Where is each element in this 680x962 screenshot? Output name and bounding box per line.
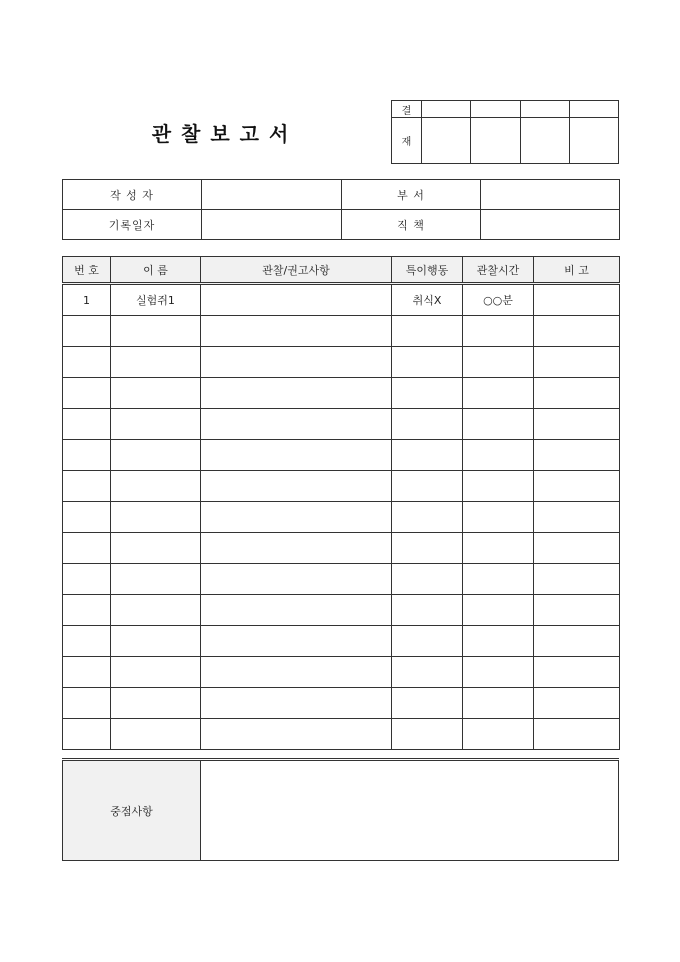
approval-label-top: 결 — [392, 101, 422, 118]
row-observation-cell[interactable] — [201, 626, 392, 657]
note-label: 중점사항 — [63, 760, 201, 861]
row-remarks-cell[interactable] — [534, 440, 620, 471]
row-observation-cell[interactable] — [201, 719, 392, 750]
table-row — [63, 440, 620, 471]
table-row — [63, 502, 620, 533]
row-remarks-cell[interactable] — [534, 564, 620, 595]
row-behavior-cell[interactable] — [392, 657, 463, 688]
row-time-cell[interactable] — [463, 378, 534, 409]
header-name: 이 름 — [111, 257, 201, 284]
note-field[interactable] — [201, 760, 619, 861]
row-behavior-cell[interactable]: 취식X — [392, 284, 463, 316]
observation-table — [62, 256, 620, 750]
table-row — [63, 688, 620, 719]
row-number-cell[interactable] — [63, 657, 111, 688]
table-row — [63, 657, 620, 688]
row-name-cell[interactable] — [111, 316, 201, 347]
row-behavior-cell[interactable] — [392, 378, 463, 409]
row-remarks-cell[interactable] — [534, 688, 620, 719]
row-name-cell[interactable] — [111, 471, 201, 502]
row-number-cell[interactable] — [63, 347, 111, 378]
row-time-cell[interactable] — [463, 471, 534, 502]
row-behavior-cell[interactable] — [392, 471, 463, 502]
row-name-cell[interactable] — [111, 440, 201, 471]
row-name-cell[interactable] — [111, 564, 201, 595]
row-remarks-cell[interactable] — [534, 595, 620, 626]
row-observation-cell[interactable] — [201, 409, 392, 440]
row-time-cell[interactable] — [463, 595, 534, 626]
approval-title-cell[interactable] — [471, 101, 520, 118]
approval-title-cell[interactable] — [569, 101, 618, 118]
row-number-cell[interactable] — [63, 719, 111, 750]
row-time-cell[interactable] — [463, 564, 534, 595]
row-behavior-cell[interactable] — [392, 502, 463, 533]
table-header-row — [63, 257, 620, 284]
row-number-cell[interactable] — [63, 688, 111, 719]
row-name-cell[interactable] — [111, 719, 201, 750]
table-row — [63, 471, 620, 502]
row-remarks-cell[interactable] — [534, 719, 620, 750]
row-remarks-cell[interactable] — [534, 409, 620, 440]
row-observation-cell[interactable] — [201, 316, 392, 347]
row-name-cell[interactable] — [111, 688, 201, 719]
row-time-cell[interactable] — [463, 502, 534, 533]
row-time-cell[interactable] — [463, 626, 534, 657]
date-label: 기록일자 — [63, 210, 202, 240]
row-time-cell[interactable] — [463, 719, 534, 750]
row-name-cell[interactable] — [111, 626, 201, 657]
row-behavior-cell[interactable] — [392, 626, 463, 657]
document-title: 관찰보고서 — [151, 122, 299, 146]
row-observation-cell[interactable] — [201, 284, 392, 316]
row-observation-cell[interactable] — [201, 471, 392, 502]
row-remarks-cell[interactable] — [534, 316, 620, 347]
row-time-cell[interactable] — [463, 440, 534, 471]
row-observation-cell[interactable] — [201, 347, 392, 378]
approval-sign-cell[interactable] — [520, 118, 569, 164]
row-remarks-cell[interactable] — [534, 657, 620, 688]
row-remarks-cell[interactable] — [534, 502, 620, 533]
row-observation-cell[interactable] — [201, 502, 392, 533]
row-name-cell[interactable]: 실험쥐1 — [111, 284, 201, 316]
row-time-cell[interactable] — [463, 657, 534, 688]
header-remarks: 비 고 — [534, 257, 620, 284]
row-behavior-cell[interactable] — [392, 440, 463, 471]
row-number-cell[interactable]: 1 — [63, 284, 111, 316]
table-row — [63, 533, 620, 564]
approval-title-cell[interactable] — [520, 101, 569, 118]
row-name-cell[interactable] — [111, 502, 201, 533]
position-field[interactable] — [481, 210, 620, 240]
row-observation-cell[interactable] — [201, 378, 392, 409]
approval-sign-cell[interactable] — [422, 118, 471, 164]
row-time-cell[interactable] — [463, 533, 534, 564]
row-remarks-cell[interactable] — [534, 284, 620, 316]
table-row — [63, 378, 620, 409]
row-observation-cell[interactable] — [201, 688, 392, 719]
table-row — [63, 316, 620, 347]
row-behavior-cell[interactable] — [392, 409, 463, 440]
table-row — [63, 719, 620, 750]
table-row — [63, 564, 620, 595]
row-name-cell[interactable] — [111, 378, 201, 409]
approval-sign-cell[interactable] — [569, 118, 618, 164]
department-field[interactable] — [481, 180, 620, 210]
date-field[interactable] — [202, 210, 342, 240]
row-number-cell[interactable] — [63, 595, 111, 626]
approval-title-cell[interactable] — [422, 101, 471, 118]
info-table — [62, 179, 620, 240]
row-number-cell[interactable] — [63, 316, 111, 347]
row-remarks-cell[interactable] — [534, 471, 620, 502]
row-remarks-cell[interactable] — [534, 533, 620, 564]
header-number: 번 호 — [63, 257, 111, 284]
header-behavior: 특이행동 — [392, 257, 463, 284]
row-number-cell[interactable] — [63, 409, 111, 440]
row-name-cell[interactable] — [111, 409, 201, 440]
row-behavior-cell[interactable] — [392, 347, 463, 378]
row-name-cell[interactable] — [111, 657, 201, 688]
row-name-cell[interactable] — [111, 533, 201, 564]
row-time-cell[interactable] — [463, 409, 534, 440]
table-row — [63, 347, 620, 378]
header-time: 관찰시간 — [463, 257, 534, 284]
row-behavior-cell[interactable] — [392, 316, 463, 347]
row-number-cell[interactable] — [63, 378, 111, 409]
row-behavior-cell[interactable] — [392, 595, 463, 626]
row-behavior-cell[interactable] — [392, 564, 463, 595]
row-remarks-cell[interactable] — [534, 347, 620, 378]
row-behavior-cell[interactable] — [392, 533, 463, 564]
row-observation-cell[interactable] — [201, 595, 392, 626]
row-number-cell[interactable] — [63, 471, 111, 502]
position-label: 직 책 — [342, 210, 481, 240]
row-observation-cell[interactable] — [201, 440, 392, 471]
row-observation-cell[interactable] — [201, 533, 392, 564]
row-remarks-cell[interactable] — [534, 626, 620, 657]
department-label: 부 서 — [342, 180, 481, 210]
row-number-cell[interactable] — [63, 502, 111, 533]
row-time-cell[interactable] — [463, 688, 534, 719]
row-name-cell[interactable] — [111, 347, 201, 378]
table-row — [63, 595, 620, 626]
table-row — [63, 409, 620, 440]
table-row — [63, 626, 620, 657]
row-number-cell[interactable] — [63, 440, 111, 471]
approval-box — [391, 100, 619, 164]
row-time-cell[interactable] — [463, 316, 534, 347]
row-behavior-cell[interactable] — [392, 719, 463, 750]
row-observation-cell[interactable] — [201, 657, 392, 688]
approval-sign-cell[interactable] — [471, 118, 520, 164]
approval-label-bottom: 재 — [392, 118, 422, 164]
header-observation: 관찰/권고사항 — [201, 257, 392, 284]
author-label: 작 성 자 — [63, 180, 202, 210]
row-number-cell[interactable] — [63, 626, 111, 657]
row-remarks-cell[interactable] — [534, 378, 620, 409]
row-time-cell[interactable] — [463, 347, 534, 378]
row-behavior-cell[interactable] — [392, 688, 463, 719]
row-number-cell[interactable] — [63, 564, 111, 595]
note-table — [62, 758, 619, 861]
row-observation-cell[interactable] — [201, 564, 392, 595]
row-name-cell[interactable] — [111, 595, 201, 626]
row-time-cell[interactable]: ○○분 — [463, 284, 534, 316]
row-number-cell[interactable] — [63, 533, 111, 564]
author-field[interactable] — [202, 180, 342, 210]
table-row — [63, 284, 620, 316]
